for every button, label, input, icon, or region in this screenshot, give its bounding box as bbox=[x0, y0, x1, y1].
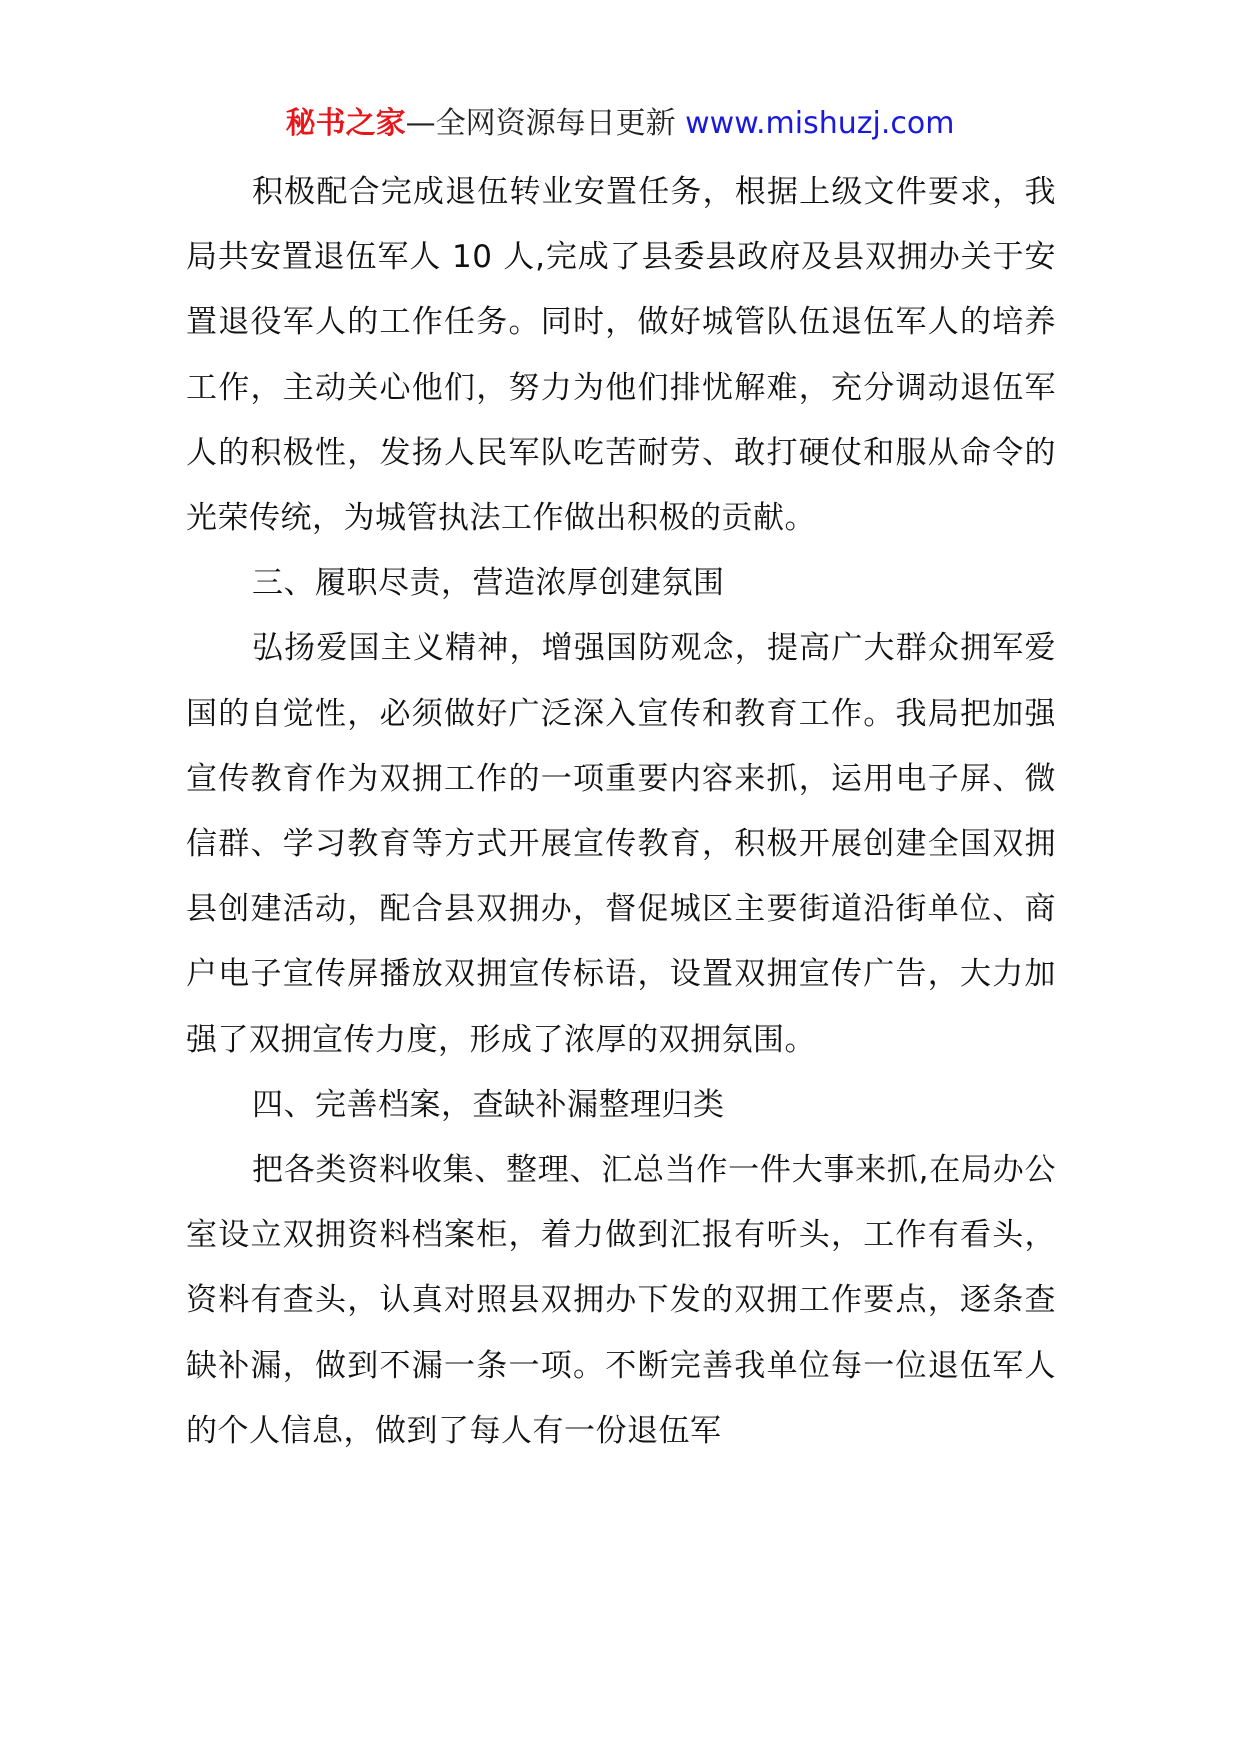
site-brand: 秘书之家 bbox=[285, 106, 406, 141]
document-body bbox=[186, 160, 1056, 1464]
site-url-link[interactable]: www.mishuzj.com bbox=[685, 106, 955, 141]
paragraph-archives: 把各类资料收集、整理、汇总当作一件大事来抓,在局办公室设立双拥资料档案柜，着力做到汇报有听头，工作有看头，资料有查头，认真对照县双拥办下发的双拥工作要点，逐条查缺补漏，做到不漏一条一项。不断完善我单位每一位退伍军人的个人信息，做到了每人有一份退伍军 bbox=[186, 1152, 1056, 1449]
paragraph-resettlement: 积极配合完成退伍转业安置任务，根据上级文件要求，我局共安置退伍军人 10 人,完成了县委县政府及县双拥办关于安置退役军人的工作任务。同时，做好城管队伍退伍军人的培养工作，主动关心他们，努力为他们排忧解难，充分调动退伍军人的积极性，发扬人民军队吃苦耐劳、敢打硬仗和服从命令的光荣传统，为城管执法工作做出积极的贡献。 bbox=[186, 174, 1056, 537]
site-header bbox=[0, 100, 1240, 148]
section-heading-4: 四、完善档案，查缺补漏整理归类 bbox=[252, 1086, 725, 1123]
section-heading-3: 三、履职尽责，营造浓厚创建氛围 bbox=[252, 565, 725, 602]
paragraph-publicity: 弘扬爱国主义精神，增强国防观念，提高广大群众拥军爱国的自觉性，必须做好广泛深入宣传和教育工作。我局把加强宣传教育作为双拥工作的一项重要内容来抓，运用电子屏、微信群、学习教育等方式开展宣传教育，积极开展创建全国双拥县创建活动，配合县双拥办，督促城区主要街道沿街单位、商户电子宣传屏播放双拥宣传标语，设置双拥宣传广告，大力加强了双拥宣传力度，形成了浓厚的双拥氛围。 bbox=[186, 630, 1056, 1058]
site-tagline: —全网资源每日更新 bbox=[405, 106, 686, 141]
